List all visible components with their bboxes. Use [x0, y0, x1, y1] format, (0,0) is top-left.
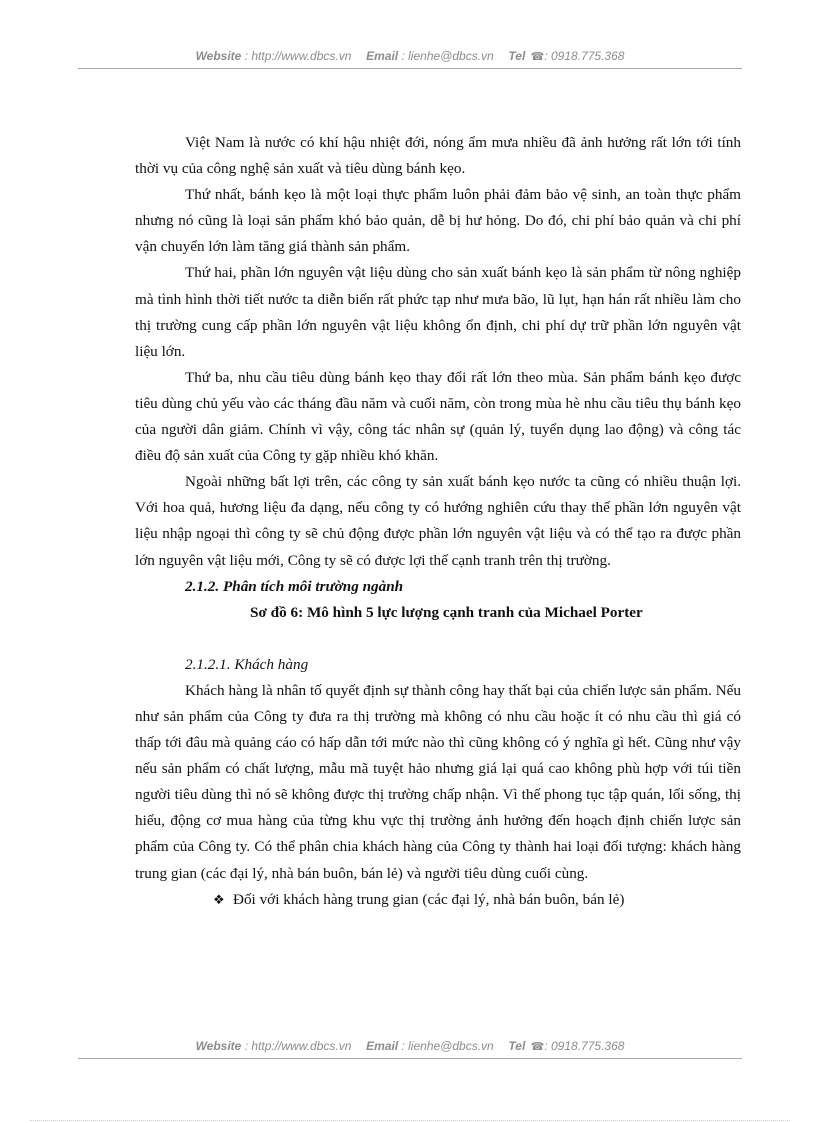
paragraph-advantages: Ngoài những bất lợi trên, các công ty sản xuất bánh kẹo nước ta cũng có nhiều thuận lợi. Với hoa quả, hương liệu đa dạng, nếu công ty có hướng nghiên cứu thay thế phần lớn nguyên vật liệu nhập ngoại thì công ty sẽ chủ động được phần lớn nguyên vật liệu và có thể tạo ra được phần lớn nguyên vật liệu mới, Công ty sẽ có được lợi thế cạnh tranh trên thị trường.	[135, 473, 741, 569]
header-email-label: Email	[366, 49, 399, 63]
figure-placeholder	[135, 626, 741, 652]
footer-email-label: Email	[366, 1039, 399, 1053]
paragraph-third-point: Thứ ba, nhu cầu tiêu dùng bánh kẹo thay đổi rất lớn theo mùa. Sản phẩm bánh kẹo được tiêu dùng chủ yếu vào các tháng đầu năm và cuối năm, còn trong mùa hè nhu cầu tiêu thụ bánh kẹo của người dân giảm. Chính vì vậy, công tác nhân sự (quản lý, tuyển dụng lao động) và công tác điều độ sản xuất của Công ty gặp nhiều khó khăn.	[135, 368, 741, 465]
header-website-value: : http://www.dbcs.vn	[244, 49, 352, 63]
footer-email-value: : lienhe@dbcs.vn	[401, 1039, 494, 1053]
page-bottom-divider	[30, 1120, 790, 1121]
paragraph-climate: Việt Nam là nước có khí hậu nhiệt đới, nóng ẩm mưa nhiều đã ảnh hưởng rất lớn tới tính thời vụ của công nghệ sản xuất và tiêu dùng bánh kẹo.	[135, 134, 741, 178]
phone-icon: ☎	[530, 1041, 545, 1053]
diamond-bullet-icon: ❖	[213, 891, 225, 907]
header-website-label: Website	[195, 49, 242, 63]
paragraph-first-point: Thứ nhất, bánh kẹo là một loại thực phẩm luôn phải đảm bảo vệ sinh, an toàn thực phẩm nhưng nó cũng là loại sản phẩm khó bảo quản, dễ bị hư hỏng. Do đó, chi phí bảo quản và chi phí vận chuyển lớn làm tăng giá thành sản phẩm.	[135, 186, 741, 256]
page-header	[78, 47, 742, 69]
section-heading: 2.1.2. Phân tích môi trường ngành	[185, 577, 404, 595]
footer-website-label: Website	[195, 1039, 242, 1053]
figure-caption: Sơ đồ 6: Mô hình 5 lực lượng cạnh tranh của Michael Porter	[250, 603, 643, 621]
paragraph-second-point: Thứ hai, phần lớn nguyên vật liệu dùng cho sản xuất bánh kẹo là sản phẩm từ nông nghiệp mà tình hình thời tiết nước ta diễn biến rất phức tạp như mưa bão, lũ lụt, hạn hán rất nhiều làm cho thị trường cung cấp phần lớn nguyên vật liệu không ổn định, chi phí dự trữ phần lớn nguyên vật liệu lớn.	[135, 264, 741, 360]
footer-website-value: : http://www.dbcs.vn	[244, 1039, 352, 1053]
footer-tel-value: : 0918.775.368	[544, 1039, 625, 1053]
footer-tel-label: Tel	[508, 1039, 526, 1053]
document-body	[135, 130, 741, 913]
header-tel-label: Tel	[508, 49, 526, 63]
paragraph-customers: Khách hàng là nhân tố quyết định sự thành công hay thất bại của chiến lược sản phẩm. Nếu như sản phẩm của Công ty đưa ra thị trường mà không có nhu cầu hoặc ít có nhu cầu thì giá có thấp tới đâu mà quảng cáo có hấp dẫn tới mức nào thì cũng không có ý nghĩa gì hết. Cũng như vậy nếu sản phẩm có chất lượng, mẫu mã tuyệt hảo nhưng giá lại quá cao không phù hợp với túi tiền người tiêu dùng thì nó sẽ không được thị trường chấp nhận. Vì thế phong tục tập quán, lối sống, thị hiếu, động cơ mua hàng của từng khu vực thị trường ảnh hưởng đến hoạch định chiến lược sản phẩm của Công ty. Có thể phân chia khách hàng của Công ty thành hai loại đối tượng: khách hàng trung gian (các đại lý, nhà bán buôn, bán lẻ) và người tiêu dùng cuối cùng.	[135, 681, 741, 882]
header-email-value: : lienhe@dbcs.vn	[401, 49, 494, 63]
phone-icon: ☎	[530, 51, 545, 63]
bullet-item	[135, 887, 741, 913]
header-tel-value: : 0918.775.368	[544, 49, 625, 63]
subsection-heading: 2.1.2.1. Khách hàng	[185, 655, 309, 673]
page-footer	[78, 1037, 742, 1059]
bullet-text: Đối với khách hàng trung gian (các đại lý, nhà bán buôn, bán lẻ)	[233, 890, 625, 908]
